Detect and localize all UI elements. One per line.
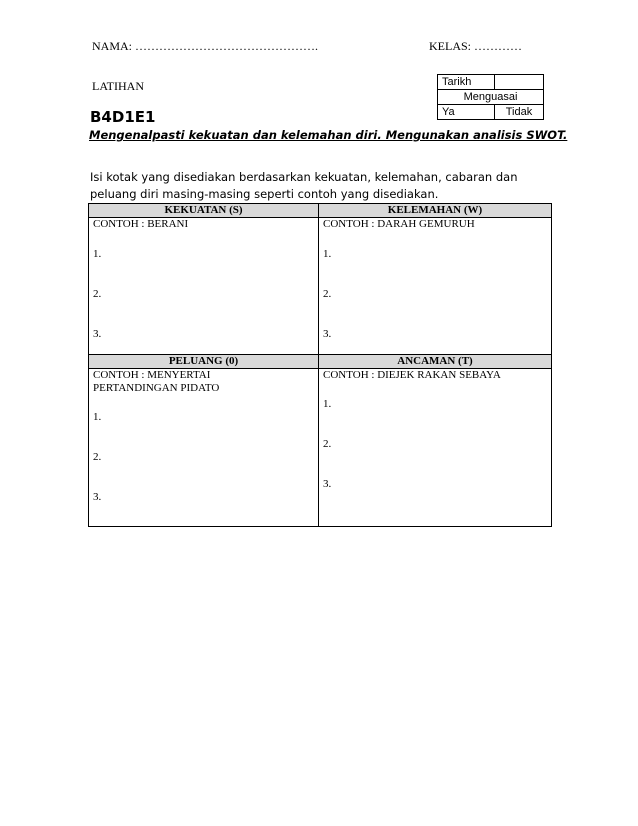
weaknesses-cell[interactable] [319,218,552,355]
strengths-item-1: 1. [93,248,102,260]
opportunities-item-3: 3. [93,491,102,503]
weaknesses-item-2: 2. [323,288,332,300]
instruction-text [90,169,550,203]
strengths-header: KEKUATAN (S) [89,204,319,218]
instruction-line-2: peluang diri masing-masing seperti contoh yang disediakan. [90,187,439,201]
instruction-line-1: Isi kotak yang disediakan berdasarkan kekuatan, kelemahan, cabaran dan [90,170,518,184]
strengths-example: CONTOH : BERANI [93,218,189,230]
strengths-item-3: 3. [93,328,102,340]
strengths-item-2: 2. [93,288,102,300]
weaknesses-item-1: 1. [323,248,332,260]
worksheet-code: B4D1E1 [90,108,156,126]
threats-item-1: 1. [323,398,332,410]
opportunities-header: PELUANG (0) [89,355,319,369]
swot-table [88,203,552,527]
weaknesses-example: CONTOH : DARAH GEMURUH [323,218,475,230]
class-field[interactable]: KELAS: ………… [429,39,522,53]
weaknesses-header: KELEMAHAN (W) [319,204,552,218]
tidak-option[interactable]: Tidak [495,105,544,120]
threats-cell[interactable] [319,369,552,527]
opportunities-item-2: 2. [93,451,102,463]
threats-item-3: 3. [323,478,332,490]
tarikh-label: Tarikh [438,75,495,90]
latihan-label: LATIHAN [92,79,144,93]
ya-option[interactable]: Ya [438,105,495,120]
threats-example: CONTOH : DIEJEK RAKAN SEBAYA [323,369,501,381]
opportunities-example-line-2: PERTANDINGAN PIDATO [93,382,220,394]
opportunities-cell[interactable] [89,369,319,527]
weaknesses-item-3: 3. [323,328,332,340]
menguasai-label: Menguasai [438,90,544,105]
opportunities-example-line-1: CONTOH : MENYERTAI [93,369,211,381]
name-field[interactable]: NAMA: ………………………………………. [92,39,319,53]
opportunities-item-1: 1. [93,411,102,423]
strengths-cell[interactable] [89,218,319,355]
threats-header: ANCAMAN (T) [319,355,552,369]
mastery-status-table [437,74,544,120]
objective-text: Mengenalpasti kekuatan dan kelemahan diri. Mengunakan analisis SWOT. [89,128,568,142]
threats-item-2: 2. [323,438,332,450]
tarikh-value-cell[interactable] [495,75,544,90]
